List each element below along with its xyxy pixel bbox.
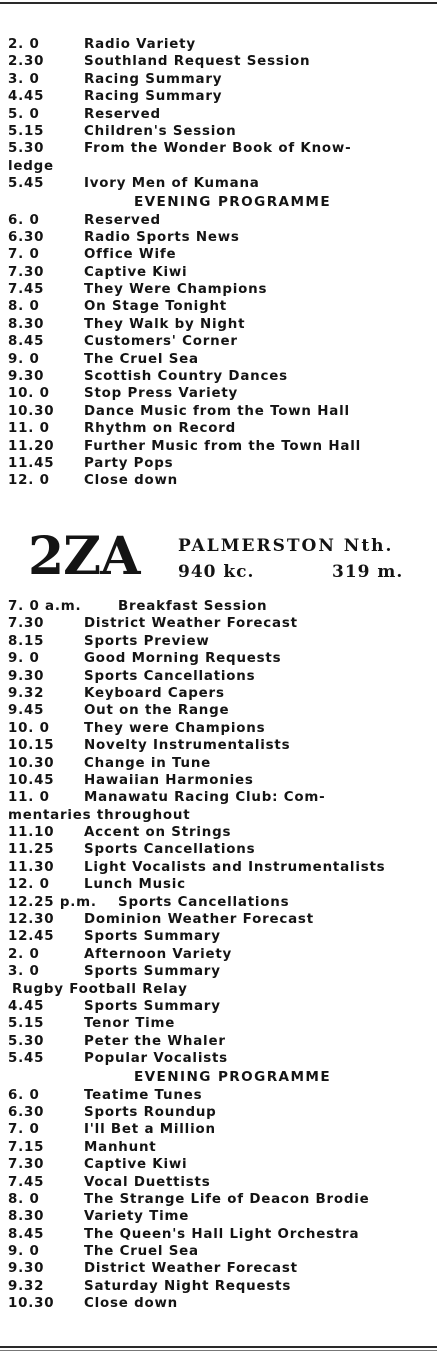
schedule-time: 10.45 xyxy=(8,772,55,788)
schedule-time: 12. 0 xyxy=(8,473,50,489)
schedule-programme: Accent on Strings xyxy=(84,825,232,841)
schedule-time: 7. 0 a.m. xyxy=(8,599,82,614)
schedule-row xyxy=(8,71,437,88)
schedule-time: 5. 0 xyxy=(8,106,40,122)
evening-programme-heading: EVENING PROGRAMME xyxy=(133,1068,332,1085)
schedule-time: 11.20 xyxy=(8,438,55,454)
schedule-row xyxy=(8,911,437,928)
schedule-programme: District Weather Forecast xyxy=(84,1261,298,1277)
schedule-programme: Southland Request Session xyxy=(84,54,311,70)
schedule-row xyxy=(8,281,437,298)
schedule-row xyxy=(8,368,437,385)
schedule-programme: Vocal Duettists xyxy=(84,1174,211,1190)
schedule-row xyxy=(8,702,437,719)
schedule-time: 10. 0 xyxy=(8,720,50,736)
top-rule xyxy=(0,2,437,4)
schedule-list xyxy=(8,175,437,192)
bottom-rule xyxy=(0,1346,437,1348)
schedule-time: 9.30 xyxy=(8,1261,45,1277)
schedule-programme: Further Music from the Town Hall xyxy=(84,438,361,454)
station-header xyxy=(0,526,437,596)
schedule-time: 12.25 p.m. xyxy=(8,894,97,910)
schedule-programme: Sports Preview xyxy=(84,633,210,649)
evening-list xyxy=(8,212,437,490)
schedule-row xyxy=(8,264,437,281)
schedule-row xyxy=(8,789,437,806)
continuation-line: mentaries throughout xyxy=(8,807,191,823)
schedule-programme: Scottish Country Dances xyxy=(84,369,288,385)
schedule-row xyxy=(8,333,437,350)
schedule-list xyxy=(8,998,437,1068)
schedule-programme: They Were Champions xyxy=(84,282,268,298)
schedule-time: 9.30 xyxy=(8,369,45,385)
schedule-programme: The Queen's Hall Light Orchestra xyxy=(84,1226,360,1242)
schedule-programme: The Strange Life of Deacon Brodie xyxy=(84,1191,370,1207)
evening-list xyxy=(8,1087,437,1313)
schedule-time: 2. 0 xyxy=(8,37,40,52)
schedule-time: 5.45 xyxy=(8,1051,45,1067)
schedule-time: 7.30 xyxy=(8,1157,45,1173)
relay-line: Rugby Football Relay xyxy=(12,981,188,997)
schedule-programme: Reserved xyxy=(84,106,161,122)
schedule-programme: Sports Roundup xyxy=(84,1104,217,1120)
schedule-list xyxy=(8,36,437,158)
schedule-time: 8. 0 xyxy=(8,1191,40,1207)
schedule-programme: Sports Summary xyxy=(84,964,221,980)
schedule-programme: Radio Sports News xyxy=(84,229,240,245)
schedule-row xyxy=(8,1278,437,1295)
schedule-time: 12. 0 xyxy=(8,877,50,893)
schedule-row xyxy=(8,1208,437,1225)
schedule-time: 7.30 xyxy=(8,616,45,632)
schedule-time: 7.15 xyxy=(8,1139,45,1155)
schedule-time: 11.45 xyxy=(8,455,55,471)
schedule-programme: The Cruel Sea xyxy=(84,351,199,367)
schedule-row xyxy=(8,403,437,420)
schedule-programme: From the Wonder Book of Know- xyxy=(84,141,352,157)
schedule-programme: Light Vocalists and Instrumentalists xyxy=(84,859,386,875)
schedule-programme: Manawatu Racing Club: Com- xyxy=(84,790,326,806)
schedule-programme: Party Pops xyxy=(84,455,174,471)
schedule-time: 10.30 xyxy=(8,755,55,771)
schedule-row xyxy=(8,106,437,123)
schedule-row xyxy=(8,1156,437,1173)
schedule-row xyxy=(8,859,437,876)
schedule-row xyxy=(8,246,437,263)
schedule-programme: I'll Bet a Million xyxy=(84,1122,216,1138)
schedule-time: 5.30 xyxy=(8,141,45,157)
schedule-row xyxy=(8,420,437,437)
schedule-time: 3. 0 xyxy=(8,964,40,980)
schedule-time: 5.45 xyxy=(8,176,45,192)
schedule-time: 6.30 xyxy=(8,229,45,245)
schedule-programme: Sports Cancellations xyxy=(84,842,256,858)
schedule-list xyxy=(8,824,437,894)
schedule-time: 5.15 xyxy=(8,123,45,139)
schedule-programme: Saturday Night Requests xyxy=(84,1278,292,1294)
schedule-time: 8.30 xyxy=(8,1209,45,1225)
schedule-row xyxy=(8,615,437,632)
schedule-programme: Popular Vocalists xyxy=(84,1051,228,1067)
schedule-programme: Captive Kiwi xyxy=(84,1157,188,1173)
schedule-time: 9. 0 xyxy=(8,1244,40,1260)
schedule-time: 9. 0 xyxy=(8,651,40,667)
schedule-programme: The Cruel Sea xyxy=(84,1244,199,1260)
schedule-programme: Close down xyxy=(84,1296,179,1312)
schedule-time: 4.45 xyxy=(8,998,45,1014)
schedule-row xyxy=(8,1226,437,1243)
station-frequency: 940 kc. xyxy=(178,562,255,582)
schedule-programme: They Walk by Night xyxy=(84,316,246,332)
schedule-programme: District Weather Forecast xyxy=(84,616,298,632)
station-callsign: 2ZA xyxy=(28,526,140,587)
schedule-time: 2.30 xyxy=(8,54,45,70)
schedule-programme: Hawaiian Harmonies xyxy=(84,772,254,788)
schedule-programme: Close down xyxy=(84,473,179,489)
schedule-programme: Racing Summary xyxy=(84,71,223,87)
schedule-row xyxy=(8,894,437,911)
schedule-programme: Customers' Corner xyxy=(84,334,238,350)
schedule-programme: Sports Cancellations xyxy=(84,668,256,684)
schedule-programme: Breakfast Session xyxy=(118,599,268,614)
schedule-time: 8.30 xyxy=(8,316,45,332)
schedule-row xyxy=(8,1243,437,1260)
schedule-row xyxy=(8,1191,437,1208)
schedule-time: 4.45 xyxy=(8,89,45,105)
schedule-time: 5.30 xyxy=(8,1033,45,1049)
schedule-programme: Dance Music from the Town Hall xyxy=(84,403,350,419)
schedule-row xyxy=(8,946,437,963)
schedule-row xyxy=(8,351,437,368)
schedule-row xyxy=(8,685,437,702)
station-name: PALMERSTON Nth. xyxy=(178,536,394,556)
schedule-section-b xyxy=(8,598,437,1313)
schedule-row xyxy=(8,1295,437,1312)
schedule-row xyxy=(8,1050,437,1067)
schedule-programme: Peter the Whaler xyxy=(84,1033,226,1049)
schedule-row xyxy=(8,1121,437,1138)
schedule-time: 10.15 xyxy=(8,738,55,754)
schedule-row xyxy=(8,1087,437,1104)
schedule-row xyxy=(8,998,437,1015)
schedule-time: 9. 0 xyxy=(8,351,40,367)
schedule-row xyxy=(8,316,437,333)
schedule-programme: On Stage Tonight xyxy=(84,299,227,315)
schedule-time: 7.45 xyxy=(8,282,45,298)
schedule-row xyxy=(8,720,437,737)
schedule-time: 9.45 xyxy=(8,703,45,719)
schedule-row xyxy=(8,1104,437,1121)
schedule-time: 11.30 xyxy=(8,859,55,875)
schedule-programme: Reserved xyxy=(84,212,161,228)
schedule-row xyxy=(8,140,437,157)
schedule-row xyxy=(8,876,437,893)
schedule-time: 6. 0 xyxy=(8,1087,40,1103)
schedule-row xyxy=(8,88,437,105)
schedule-row xyxy=(8,668,437,685)
schedule-row xyxy=(8,633,437,650)
schedule-programme: Racing Summary xyxy=(84,89,223,105)
schedule-row xyxy=(8,123,437,140)
schedule-row xyxy=(8,772,437,789)
schedule-row xyxy=(8,298,437,315)
schedule-time: 7.45 xyxy=(8,1174,45,1190)
bottom-rule-thin xyxy=(0,1350,437,1351)
schedule-row xyxy=(8,438,437,455)
schedule-time: 10. 0 xyxy=(8,386,50,402)
schedule-programme: Change in Tune xyxy=(84,755,212,771)
schedule-programme: Sports Summary xyxy=(84,929,221,945)
schedule-time: 3. 0 xyxy=(8,71,40,87)
schedule-row xyxy=(8,36,437,53)
schedule-time: 2. 0 xyxy=(8,946,40,962)
schedule-row xyxy=(8,212,437,229)
schedule-programme: Sports Summary xyxy=(84,998,221,1014)
schedule-time: 12.30 xyxy=(8,912,55,928)
schedule-programme: Teatime Tunes xyxy=(84,1087,203,1103)
schedule-programme: Sports Cancellations xyxy=(118,894,290,910)
schedule-time: 6. 0 xyxy=(8,212,40,228)
schedule-time: 7. 0 xyxy=(8,247,40,263)
schedule-time: 6.30 xyxy=(8,1104,45,1120)
station-wavelength: 319 m. xyxy=(332,562,404,582)
schedule-time: 7. 0 xyxy=(8,1122,40,1138)
schedule-time: 8.15 xyxy=(8,633,45,649)
schedule-time: 11. 0 xyxy=(8,421,50,437)
schedule-time: 11.25 xyxy=(8,842,55,858)
schedule-programme: Lunch Music xyxy=(84,877,186,893)
schedule-time: 11. 0 xyxy=(8,790,50,806)
schedule-programme: Stop Press Variety xyxy=(84,386,239,402)
schedule-time: 8.45 xyxy=(8,1226,45,1242)
schedule-row xyxy=(8,455,437,472)
schedule-time: 11.10 xyxy=(8,825,55,841)
schedule-programme: Radio Variety xyxy=(84,37,196,52)
schedule-row xyxy=(8,385,437,402)
schedule-programme: Dominion Weather Forecast xyxy=(84,912,314,928)
schedule-row xyxy=(8,650,437,667)
evening-programme-heading: EVENING PROGRAMME xyxy=(133,193,332,210)
schedule-row xyxy=(8,598,437,615)
schedule-row xyxy=(8,53,437,70)
schedule-time: 8.45 xyxy=(8,334,45,350)
schedule-time: 10.30 xyxy=(8,1296,55,1312)
schedule-programme: Out on the Range xyxy=(84,703,230,719)
schedule-row xyxy=(8,175,437,192)
schedule-row xyxy=(8,737,437,754)
schedule-row xyxy=(8,1260,437,1277)
schedule-row xyxy=(8,1139,437,1156)
schedule-row xyxy=(8,928,437,945)
schedule-programme: Ivory Men of Kumana xyxy=(84,176,260,192)
schedule-time: 12.45 xyxy=(8,929,55,945)
schedule-programme: Tenor Time xyxy=(84,1016,176,1032)
schedule-programme: Novelty Instrumentalists xyxy=(84,738,291,754)
schedule-programme: Children's Session xyxy=(84,123,237,139)
schedule-row xyxy=(8,1174,437,1191)
schedule-row xyxy=(8,841,437,858)
schedule-row xyxy=(8,1015,437,1032)
schedule-row xyxy=(8,472,437,489)
schedule-programme: Office Wife xyxy=(84,247,177,263)
schedule-time: 9.32 xyxy=(8,685,45,701)
schedule-programme: Variety Time xyxy=(84,1209,190,1225)
schedule-time: 10.30 xyxy=(8,403,55,419)
schedule-programme: Captive Kiwi xyxy=(84,264,188,280)
schedule-list xyxy=(8,911,437,981)
schedule-row xyxy=(8,963,437,980)
schedule-row xyxy=(8,755,437,772)
schedule-programme: Rhythm on Record xyxy=(84,421,237,437)
schedule-list xyxy=(8,615,437,806)
schedule-programme: Afternoon Variety xyxy=(84,946,233,962)
schedule-time: 9.30 xyxy=(8,668,45,684)
schedule-time: 8. 0 xyxy=(8,299,40,315)
schedule-time: 9.32 xyxy=(8,1278,45,1294)
continuation-line: ledge xyxy=(8,158,54,174)
schedule-row xyxy=(8,1033,437,1050)
schedule-row xyxy=(8,229,437,246)
schedule-programme: Keyboard Capers xyxy=(84,685,225,701)
schedule-time: 5.15 xyxy=(8,1016,45,1032)
schedule-programme: They were Champions xyxy=(84,720,266,736)
schedule-row xyxy=(8,824,437,841)
schedule-programme: Good Morning Requests xyxy=(84,651,282,667)
schedule-programme: Manhunt xyxy=(84,1139,157,1155)
schedule-section-a xyxy=(8,36,437,490)
schedule-time: 7.30 xyxy=(8,264,45,280)
